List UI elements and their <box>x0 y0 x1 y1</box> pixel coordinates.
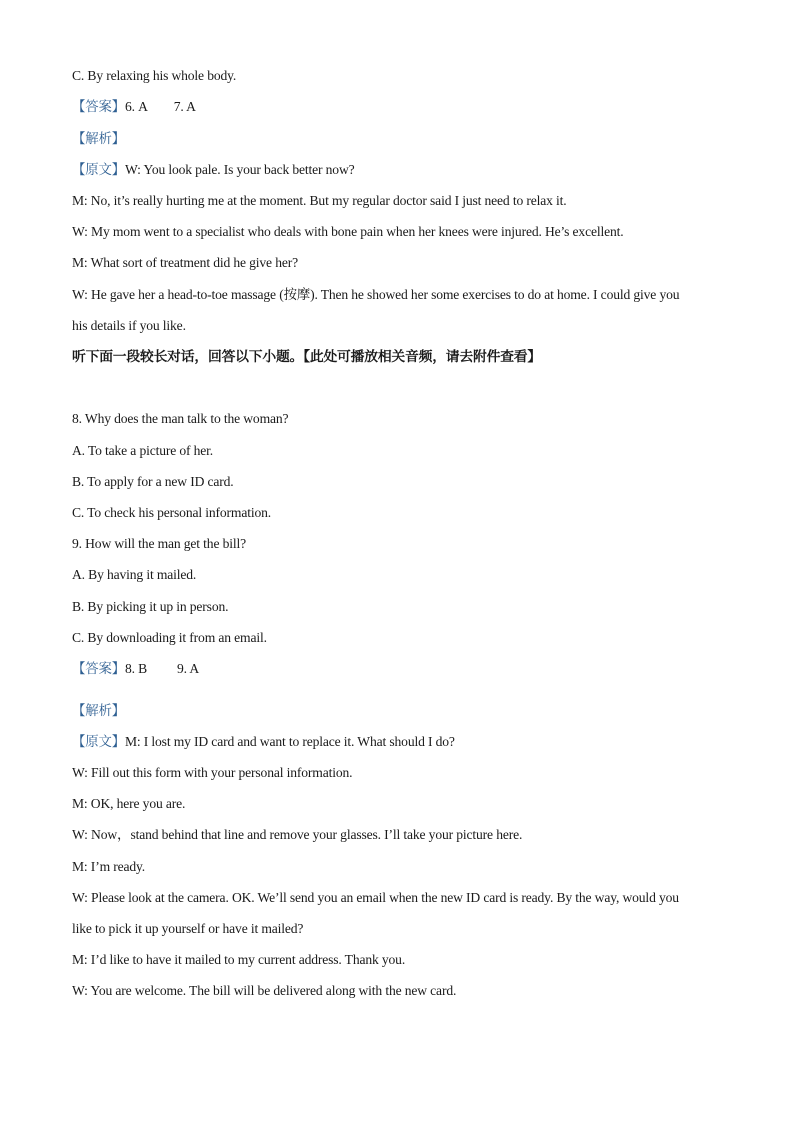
transcript-line: M: OK, here you are. <box>72 796 186 811</box>
answer-line-1 <box>72 98 732 117</box>
analysis-line-1 <box>72 130 732 149</box>
transcript-line: M: What sort of treatment did he give her? <box>72 255 298 270</box>
transcript-text: W: You look pale. Is your back better now? <box>124 162 355 177</box>
massage-cn: 按摩 <box>283 288 311 303</box>
listening-instruction: 听下面一段较长对话，回答以下小题。【此处可播放相关音频，请去附件查看】 <box>72 349 541 365</box>
answer-tag: 【答案】 <box>72 662 125 677</box>
transcript-line: his details if you like. <box>72 318 186 333</box>
answer-7: 7. A <box>173 99 196 114</box>
transcript-line: W: Please look at the camera. OK. We’ll send you an email when the new ID card is ready. By the way, would you <box>72 890 679 905</box>
analysis-tag: 【解析】 <box>72 704 125 719</box>
answer-8: 8. B <box>124 661 148 676</box>
analysis-tag: 【解析】 <box>72 132 125 147</box>
answer-tag: 【答案】 <box>72 100 125 115</box>
transcript-line: W: Fill out this form with your personal information. <box>72 765 353 780</box>
transcript-line: W: Now，stand behind that line and remove your glasses. I’ll take your picture here. <box>72 827 523 842</box>
answer-line-2 <box>72 660 732 679</box>
answer-9: 9. A <box>177 661 200 676</box>
transcript-line: like to pick it up yourself or have it mailed? <box>72 921 304 936</box>
transcript-line-massage <box>72 286 732 305</box>
q9-option-a: A. By having it mailed. <box>72 567 197 582</box>
option-c-prev: C. By relaxing his whole body. <box>72 68 237 83</box>
q9-option-c: C. By downloading it from an email. <box>72 630 267 645</box>
transcript-line: M: No, it’s really hurting me at the moment. But my regular doctor said I just need to relax it. <box>72 193 567 208</box>
transcript-line: W: My mom went to a specialist who deals with bone pain when her knees were injured. He’s excellent. <box>72 224 624 239</box>
transcript-line: W: You are welcome. The bill will be delivered along with the new card. <box>72 983 457 998</box>
answer-6: 6. A <box>124 99 148 114</box>
transcript-line-first-2 <box>72 733 732 752</box>
analysis-line-2 <box>72 702 732 721</box>
original-tag: 【原文】 <box>72 735 125 750</box>
transcript-line: M: I’m ready. <box>72 859 146 874</box>
q8-option-a: A. To take a picture of her. <box>72 443 214 458</box>
question-8: 8. Why does the man talk to the woman? <box>72 411 289 426</box>
transcript-line: M: I’d like to have it mailed to my current address. Thank you. <box>72 952 406 967</box>
original-tag: 【原文】 <box>72 163 125 178</box>
q8-option-c: C. To check his personal information. <box>72 505 271 520</box>
q8-option-b: B. To apply for a new ID card. <box>72 474 234 489</box>
massage-before: W: He gave her a head-to-toe massage ( <box>72 287 284 302</box>
massage-after: ). Then he showed her some exercises to do at home. I could give you <box>310 287 680 302</box>
transcript-text: M: I lost my ID card and want to replace it. What should I do? <box>124 734 455 749</box>
transcript-line-first-1 <box>72 161 732 180</box>
question-9: 9. How will the man get the bill? <box>72 536 246 551</box>
q9-option-b: B. By picking it up in person. <box>72 599 229 614</box>
